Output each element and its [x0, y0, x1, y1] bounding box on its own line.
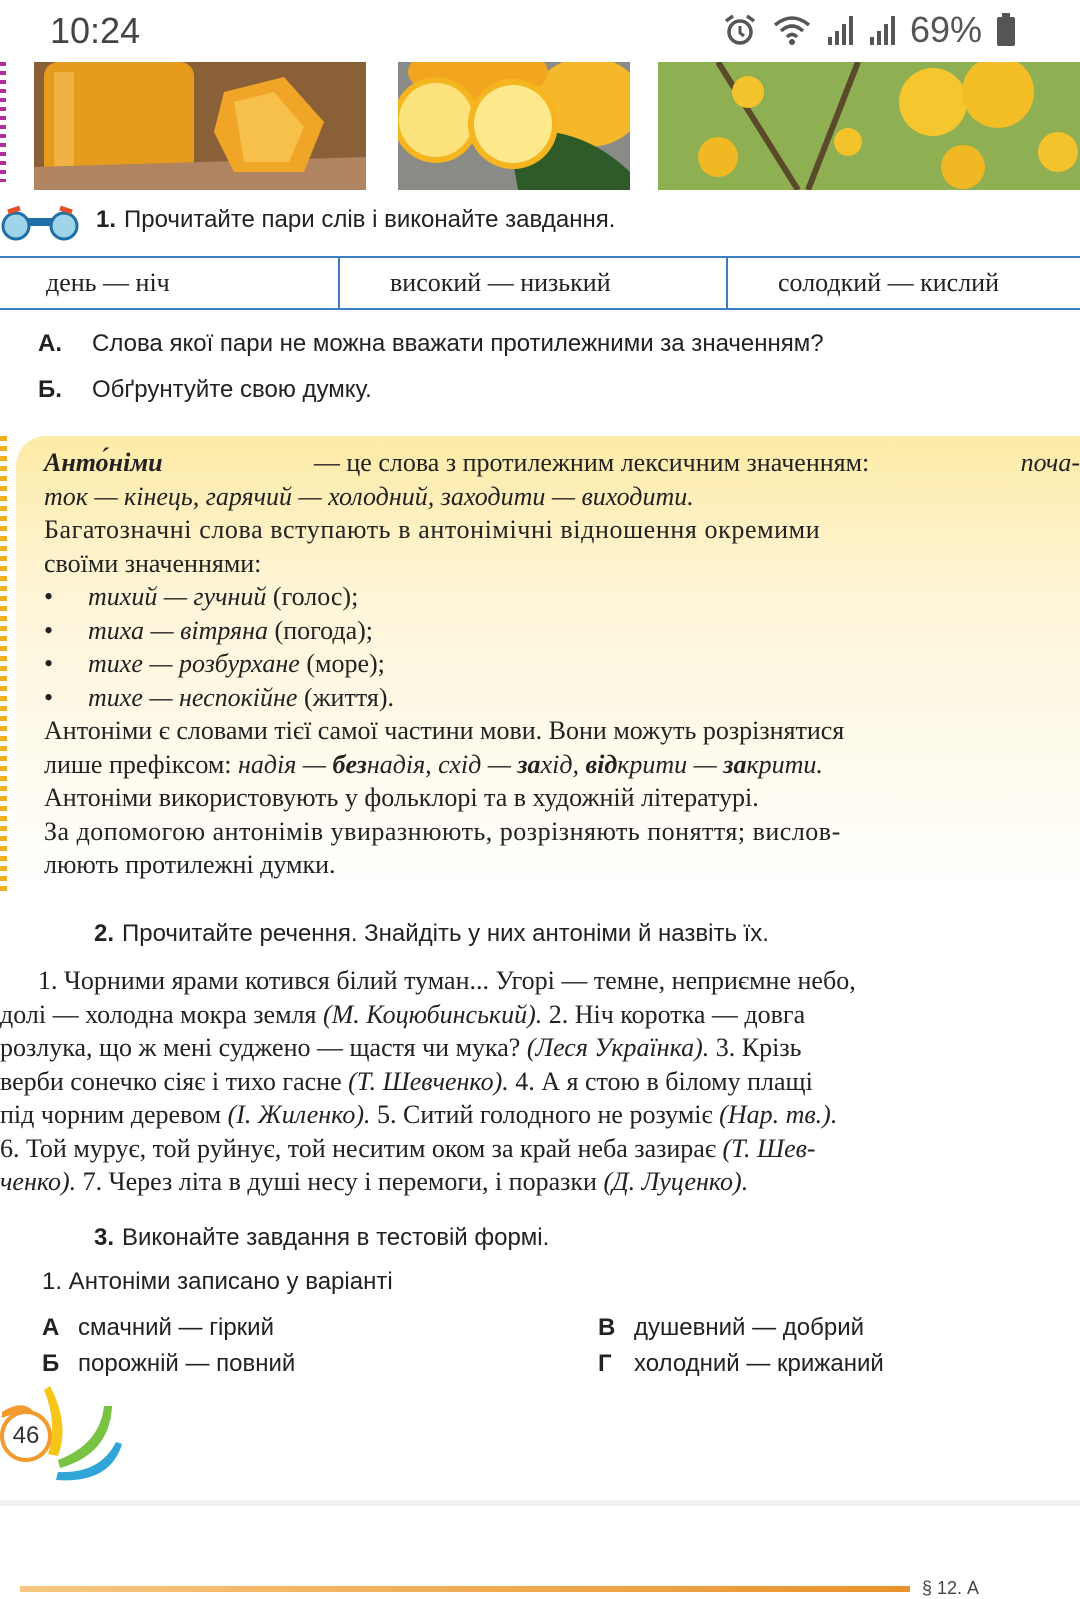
sentence-line: верби сонечко сіяє і тихо гасне (Т. Шевченко). 4. А я стою в білому плащі	[0, 1066, 813, 1096]
rule-bullet: • тиха — вітряна (погода);	[44, 615, 374, 645]
task2-text: Прочитайте речення. Знайдіть у них антоніми й назвіть їх.	[122, 920, 769, 947]
decorative-dots	[0, 62, 6, 182]
sentence-line: під чорним деревом (І. Жиленко). 5. Ситий голодного не розуміє (Нар. тв.).	[0, 1100, 838, 1129]
question-letter: Б.	[38, 376, 62, 403]
task1-heading	[96, 206, 615, 234]
question-text: Обґрунтуйте свою думку.	[92, 376, 372, 403]
task2-heading	[94, 920, 769, 948]
signal-icon-1	[826, 13, 854, 47]
sentence-line: розлука, що ж мені суджено — щастя чи мука? (Леся Українка). 3. Крізь	[0, 1033, 802, 1062]
next-page-label: § 12. А	[922, 1578, 980, 1598]
next-page-strip	[20, 1586, 910, 1592]
word-pair-cell: день — ніч	[0, 258, 340, 308]
wifi-icon	[772, 13, 812, 47]
rule-line: Багатозначні слова вступають в антонімічні відношення окремими	[44, 515, 821, 544]
bullet-note: (погода);	[274, 615, 374, 645]
rule-bullet: • тихе — неспокійне (життя).	[44, 682, 394, 712]
sentence-line: ченко). 7. Через літа в душі несу і перемоги, і поразки (Д. Луценко).	[0, 1167, 749, 1196]
signal-icon-2	[868, 13, 896, 47]
rule-text	[44, 446, 1080, 882]
bullet-example: тиха — вітряна	[88, 615, 269, 645]
rule-line: люють протилежні думки.	[44, 850, 336, 879]
battery-percent: 69%	[909, 9, 982, 50]
bullet-example: тихе — неспокійне	[88, 682, 298, 712]
sentence-line: долі — холодна мокра земля (М. Коцюбинський). 2. Ніч коротка — довга	[0, 999, 806, 1029]
task1-text: Прочитайте пари слів і виконайте завдання.	[124, 206, 616, 233]
bullet-note: (життя).	[303, 682, 394, 712]
lemon-halves-photo	[398, 62, 630, 190]
rule-line: своїми значеннями:	[44, 548, 262, 578]
rule-line: За допомогою антонімів увиразнюють, розрізняють поняття; вислов-	[44, 816, 841, 846]
rule-definition: — це слова з протилежним лексичним значенням:	[313, 448, 870, 477]
rule-line: Антоніми є словами тієї самої частини мови. Вони можуть розрізнятися	[44, 716, 845, 745]
word-pair-cell: солодкий — кислий	[778, 268, 999, 297]
rule-line	[44, 446, 1080, 480]
rule-line: Антоніми використовують у фольклорі та в художній літературі.	[44, 783, 759, 812]
lemon-tree-photo	[658, 62, 1080, 190]
page-divider	[0, 1500, 1080, 1506]
question-letter: А.	[38, 330, 62, 357]
bullet-note: (голос);	[272, 582, 359, 611]
task3-text: Виконайте завдання в тестовій формі.	[122, 1224, 550, 1251]
sentence-line: 6. Той мурує, той руйнує, той неситим оком за край неба зазирає (Т. Шев-	[0, 1133, 816, 1163]
alarm-icon	[722, 12, 758, 48]
task3-number: 3.	[94, 1224, 115, 1251]
status-icons	[722, 8, 1016, 52]
rule-line: лише префіксом: надія — безнадія, схід — захід, відкрити — закрити.	[44, 749, 823, 779]
status-time: 10:24	[50, 10, 141, 51]
binoculars-icon	[0, 204, 80, 244]
sentence-line: 1. Чорними ярами котився білий туман... Угорі — темне, неприємне небо,	[38, 966, 856, 995]
word-pair-cell: високий — низький	[340, 258, 728, 308]
rule-bullet: • тихий — гучний (голос);	[44, 582, 359, 611]
question-b	[38, 376, 372, 404]
bullet-example: тихий — гучний	[88, 582, 267, 611]
test-option-g[interactable]: Г холодний — крижаний	[598, 1350, 884, 1377]
rule-box-dots	[0, 436, 7, 892]
test-option-a[interactable]: А смачний — гіркий	[42, 1314, 274, 1341]
word-pairs-table	[0, 256, 1080, 310]
task2-sentences	[0, 964, 1080, 1199]
task3-heading	[94, 1224, 549, 1252]
bullet-example: тихе — розбурхане	[88, 649, 300, 678]
status-bar	[0, 0, 1080, 62]
rule-term: Анто́німи	[44, 448, 163, 477]
question-a	[38, 330, 824, 358]
test-question: 1. Антоніми записано у варіанті	[42, 1268, 393, 1295]
rule-line	[44, 480, 1080, 514]
page-number: 46	[0, 1410, 52, 1462]
test-option-b[interactable]: Б порожній — повний	[42, 1350, 296, 1377]
rule-bullet: • тихе — розбурхане (море);	[44, 649, 385, 678]
bullet-note: (море);	[306, 649, 385, 678]
task1-number: 1.	[96, 206, 117, 233]
rule-example: поча-	[1020, 448, 1080, 477]
battery-icon	[996, 13, 1016, 47]
rule-example: ток — кінець, гарячий — холодний, заходити — виходити.	[44, 481, 694, 511]
honey-photo	[34, 62, 366, 190]
question-text: Слова якої пари не можна вважати протилежними за значенням?	[92, 330, 824, 357]
test-option-v[interactable]: В душевний — добрий	[598, 1314, 865, 1341]
task2-number: 2.	[94, 920, 115, 947]
